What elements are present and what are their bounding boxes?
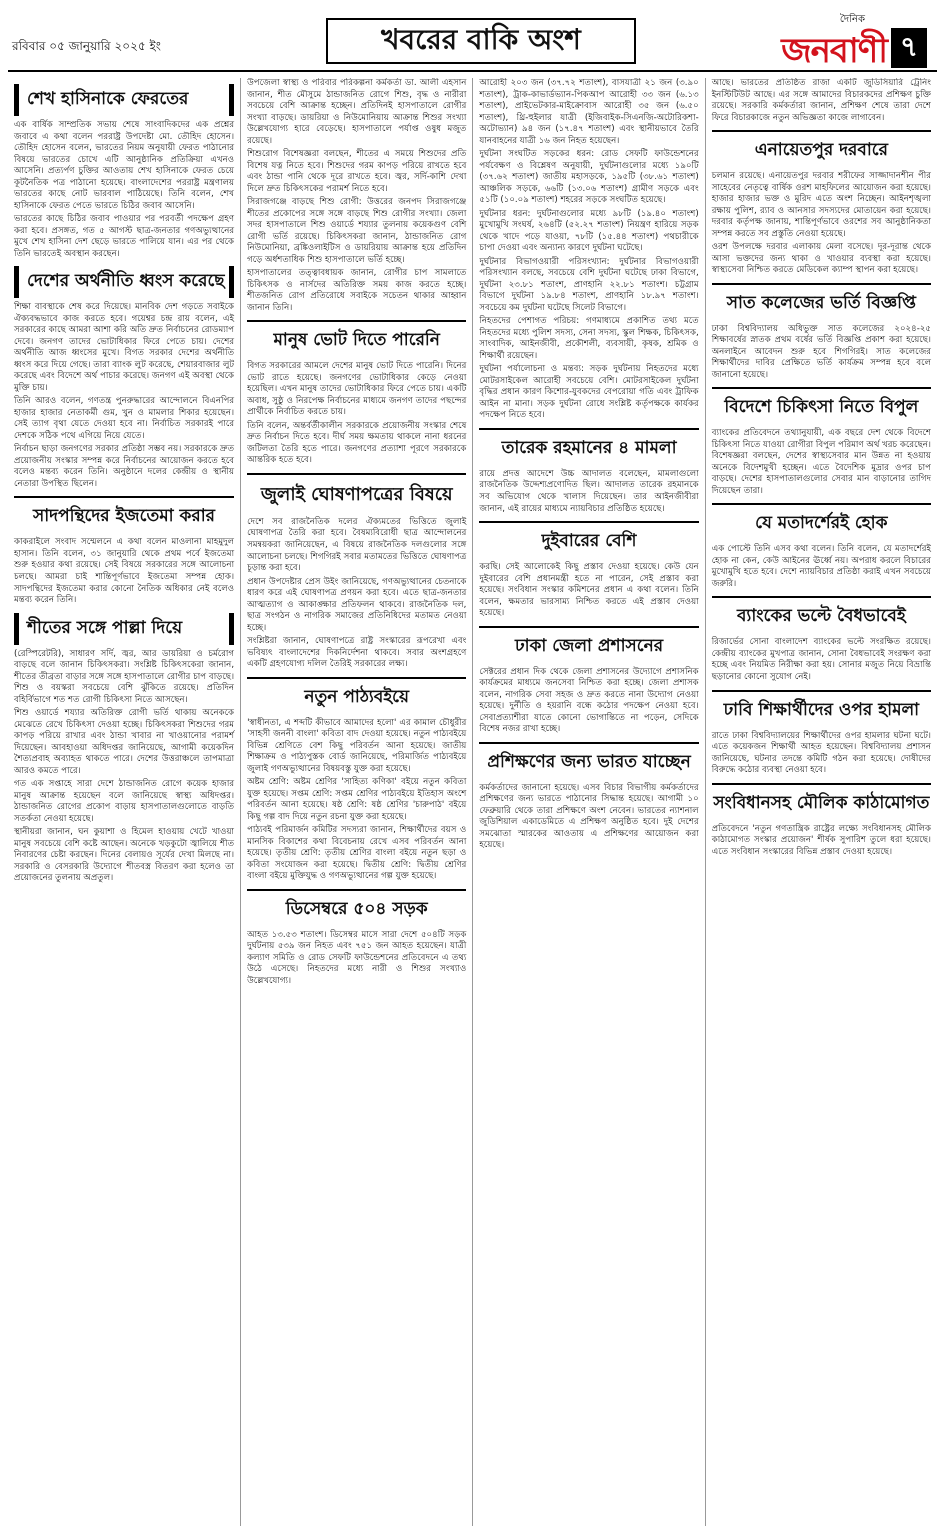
headline-dhaka-admin: ঢাকা জেলা প্রশাসনের xyxy=(479,626,698,663)
column-4 xyxy=(705,78,937,1526)
page-number: ৭ xyxy=(891,28,927,68)
headline-economy: দেশের অর্থনীতি ধ্বংস করেছে xyxy=(14,266,234,298)
headline-ideology: যে মতাদর্শেরই হোক xyxy=(712,503,931,540)
article-text: গত এক সপ্তাহে সারা দেশে ঠান্ডাজনিত রোগে কয়েক হাজার মানুষ আক্রান্ত হয়েছেন বলে জানিয়েছে স্বাস্থ্য অধিদপ্তর। ঠান্ডাজনিত রোগের প্রকোপ বাড়ায় হাসপাতালগুলোতে বাড়তি সতর্কতা নেওয়া হয়েছে। xyxy=(14,779,235,824)
headline-bank-vault: ব্যাংকের ভল্টে বৈধভাবেই xyxy=(712,596,931,633)
article-text: পাঠ্যবই পরিমার্জন কমিটির সদস্যরা জানান, শিক্ষার্থীদের বয়স ও মানসিক বিকাশের কথা বিবেচনায় রেখে এসব পরিবর্তন আনা হয়েছে। তৃতীয় শ্রেণি: তৃতীয় শ্রেণির বাংলা বইয়ে নতুন ছড়া ও কবিতা সংযোজন করা হয়েছে। দ্বিতীয় শ্রেণি: দ্বিতীয় শ্রেণির বাংলা বইয়ে মুক্তিযুদ্ধ ও গণঅভ্যুত্থানের গল্প যুক্ত হয়েছে। xyxy=(247,825,467,882)
article-text: সংশ্লিষ্টরা জানান, ঘোষণাপত্রে রাষ্ট্র সংস্কারের রূপরেখা এবং ভবিষ্যৎ বাংলাদেশের দিকনির্দেশনা থাকবে। সবার অংশগ্রহণে একটি গ্রহণযোগ্য দলিল তৈরিই সরকারের লক্ষ্য। xyxy=(247,636,467,670)
logo-name: জনবাণী xyxy=(781,31,887,71)
masthead xyxy=(8,10,937,72)
article-text: রিজার্ভের সোনা বাংলাদেশ ব্যাংকের ভল্টে সংরক্ষিত রয়েছে। কেন্দ্রীয় ব্যাংকের মুখপাত্র জানান, সোনা বৈধভাবেই সংরক্ষণ করা হচ্ছে এবং নিয়মিত নিরীক্ষা করা হয়। সোনার মজুত নিয়ে বিভ্রান্তি ছড়ানোর কোনো সুযোগ নেই। xyxy=(711,637,931,682)
logo-daily-label: দৈনিক xyxy=(839,14,865,25)
column-2 xyxy=(240,78,472,1526)
article-text: প্রতিবেদনে 'নতুন গণতান্ত্রিক রাষ্ট্রের লক্ষ্যে সংবিধানসহ মৌলিক কাঠামোগত সংস্কার প্রয়োজন' শীর্ষক সুপারিশ তুলে ধরা হয়েছে। এতে সংবিধান সংস্কারের বিভিন্ন প্রস্তাব দেওয়া হয়েছে। xyxy=(711,823,931,857)
headline-july-declaration: জুলাই ঘোষণাপত্রের বিষয়ে xyxy=(247,473,466,513)
article-text: সেক্টরের প্রধান দিক থেকে জেলা প্রশাসনের উদ্যোগে প্রশাসনিক কার্যক্রমের মাধ্যমে জনসেবা নিশ্চিত করা হচ্ছে। জেলা প্রশাসক বলেন, নাগরিক সেবা সহজ ও দ্রুত করতে নানা উদ্যোগ নেওয়া হয়েছে। দুর্নীতি ও হয়রানি বন্ধে কঠোর পদক্ষেপ নেওয়া হবে। সেবাপ্রত্যাশীরা যাতে কোনো ভোগান্তিতে না পড়েন, সেদিকে বিশেষ নজর রাখা হচ্ছে। xyxy=(479,666,699,735)
article-text: স্থানীয়রা জানান, ঘন কুয়াশা ও হিমেল হাওয়ায় খেটে খাওয়া মানুষ সবচেয়ে বেশি কষ্টে আছেন। অনেকে খড়কুটো জ্বালিয়ে শীত নিবারণের চেষ্টা করছেন। দিনের বেলায়ও সূর্যের দেখা মিলছে না। সরকারি ও বেসরকারি উদ্যোগে শীতবস্ত্র বিতরণ করা হলেও তা প্রয়োজনের তুলনায় অপ্রতুল। xyxy=(14,827,235,884)
article-text: অষ্টম শ্রেণি: অষ্টম শ্রেণির 'সাহিত্য কণিকা' বইয়ে নতুন কবিতা যুক্ত হয়েছে। সপ্তম শ্রেণি: সপ্তম শ্রেণির পাঠ্যবইয়ে ইতিহাস অংশে পরিবর্তন আনা হয়েছে। ষষ্ঠ শ্রেণি: ষষ্ঠ শ্রেণির 'চারুপাঠ' বইয়ে কিছু গল্প বাদ দিয়ে নতুন রচনা যুক্ত করা হয়েছে। xyxy=(247,777,467,822)
article-text: (রেস্পিরেটরি), সাধারণ সর্দি, জ্বর, আর ডায়রিয়া ও চর্মরোগ বাড়ছে বলে জানান চিকিৎসকরা। সংশ্লিষ্ট চিকিৎসকেরা জানান, শীতের তীব্রতা বাড়ার সঙ্গে সঙ্গে হাসপাতালে রোগীর চাপ বাড়ছে। শিশু ও বয়স্করা সবচেয়ে বেশি ঝুঁকিতে রয়েছে। প্রতিদিন বহির্বিভাগে শত শত রোগী চিকিৎসা নিতে আসছেন। xyxy=(14,648,235,705)
article-text: ঢাকা বিশ্ববিদ্যালয় অধিভুক্ত সাত কলেজের ২০২৪-২৫ শিক্ষাবর্ষের স্নাতক প্রথম বর্ষের ভর্তি বিজ্ঞপ্তি প্রকাশ করা হয়েছে। অনলাইনে আবেদন শুরু হবে শিগগিরই। সাত কলেজের শিক্ষার্থীদের দাবির প্রেক্ষিতে ভর্তি কার্যক্রম সম্পন্ন হবে বলে জানানো হয়েছে। xyxy=(711,323,931,380)
article-text: রায়ে প্রদত্ত আদেশে উচ্চ আদালত বলেছেন, মামলাগুলো রাজনৈতিক উদ্দেশ্যপ্রণোদিত ছিল। আদালত তারেক রহমানকে সব অভিযোগ থেকে খালাস দিয়েছেন। তার আইনজীবীরা জানান, এই রায়ের মাধ্যমে ন্যায়বিচার প্রতিষ্ঠিত হয়েছে। xyxy=(479,468,699,514)
article-columns xyxy=(8,78,937,1526)
headline-textbook: নতুন পাঠ্যবইয়ে xyxy=(247,677,466,714)
article-text: এক বার্ষিক সাম্প্রতিক সভায় শেষে সাংবাদিকদের এক প্রশ্নের জবাবে এ কথা বলেন পররাষ্ট্র উপদেষ্টা মো. তৌহিদ হোসেন। তৌহিদ হোসেন বলেন, ভারতের নিয়ম অনুযায়ী ফেরত পাঠানোর বিষয়ে ভারতের চোখে এটি আনুষ্ঠানিক প্রতিক্রিয়া এখনও আসেনি। প্রত্যর্পণ চুক্তির আওতায় শেখ হাসিনাকে ফেরত চেয়ে কূটনৈতিক পত্র পাঠানো হয়েছে। বাংলাদেশের পররাষ্ট্র মন্ত্রণালয় ভারতের কাছে নোট ভারবাল পাঠিয়েছে। তিনি বলেন, শেখ হাসিনাকে ফেরত পেতে ভারতে চিঠির জবাব আসেনি। xyxy=(14,120,235,211)
article-text: সিরাজগঞ্জে বাড়ছে শিশু রোগী: উত্তরের জনপদ সিরাজগঞ্জে শীতের প্রকোপের সঙ্গে সঙ্গে বাড়ছে শিশু রোগীর সংখ্যা। জেলা সদর হাসপাতালে শিশু ওয়ার্ডে শয্যার তুলনায় কয়েকগুণ বেশি রোগী ভর্তি রয়েছে। চিকিৎসকরা জানান, ঠান্ডাজনিত রোগ নিউমোনিয়া, ব্রঙ্কিওলাইটিস ও ডায়রিয়ায় আক্রান্ত হয়ে প্রতিদিন গড়ে অর্ধশতাধিক শিশু হাসপাতালে ভর্তি হচ্ছে। xyxy=(247,197,467,265)
headline-treatment-abroad: বিদেশে চিকিৎসা নিতে বিপুল xyxy=(712,387,931,424)
article-text: ভারতের কাছে চিঠির জবাব পাওয়ার পর পরবর্তী পদক্ষেপ গ্রহণ করা হবে। প্রসঙ্গত, গত ৫ আগস্ট ছাত্র-জনতার গণঅভ্যুত্থানের মুখে শেখ হাসিনা দেশ ছেড়ে ভারতে পালিয়ে যান। এর পর থেকে তিনি ভারতেই অবস্থান করছেন। xyxy=(14,214,235,259)
article-text: প্রধান উপদেষ্টার প্রেস উইং জানিয়েছে, গণঅভ্যুত্থানের চেতনাকে ধারণ করে এই ঘোষণাপত্র প্রণয়ন করা হবে। এতে ছাত্র-জনতার আত্মত্যাগ ও আকাঙ্ক্ষার প্রতিফলন থাকবে। রাজনৈতিক দল, ছাত্র সংগঠন ও নাগরিক সমাজের প্রতিনিধিদের মতামত নেওয়া হচ্ছে। xyxy=(247,576,467,633)
article-text: তিনি আরও বলেন, গণতন্ত্র পুনরুদ্ধারের আন্দোলনে বিএনপির হাজার হাজার নেতাকর্মী গুম, খুন ও মামলার শিকার হয়েছেন। সেই ত্যাগ বৃথা যেতে দেওয়া হবে না। নির্বাচিত সরকারই পারে দেশকে সঠিক পথে এগিয়ে নিয়ে যেতে। xyxy=(14,396,235,441)
headline-hasina-return: শেখ হাসিনাকে ফেরতের xyxy=(14,84,234,116)
newspaper-logo xyxy=(781,12,927,71)
article-text: চলমান রয়েছে। এনায়েতপুর দরবার শরীফের সাজ্জাদানশীন পীর সাহেবের নেতৃত্বে বার্ষিক ওরশ মাহফিলের আয়োজন করা হয়েছে। হাজার হাজার ভক্ত ও মুরিদ এতে অংশ নিচ্ছেন। আইনশৃঙ্খলা রক্ষায় পুলিশ, র‍্যাব ও আনসার সদস্যদের মোতায়েন করা হয়েছে। দরবার কর্তৃপক্ষ জানায়, শান্তিপূর্ণভাবে ওরশের সব আনুষ্ঠানিকতা সম্পন্ন করতে সব প্রস্তুতি নেওয়া হয়েছে। xyxy=(711,171,931,239)
article-text: শিশু ওয়ার্ডে শয্যার অতিরিক্ত রোগী ভর্তি থাকায় অনেককে মেঝেতে রেখে চিকিৎসা দেওয়া হচ্ছে। চিকিৎসকরা শিশুদের গরম কাপড় পরিয়ে রাখার এবং ঠান্ডা খাবার না খাওয়ানোর পরামর্শ দিয়েছেন। আবহাওয়া অধিদপ্তর জানিয়েছে, আগামী কয়েকদিন শৈত্যপ্রবাহ অব্যাহত থাকতে পারে। দেশের উত্তরাঞ্চলে তাপমাত্রা আরও কমতে পারে। xyxy=(14,708,235,776)
headline-enayetpur: এনায়েতপুর দরবারে xyxy=(712,130,931,167)
article-text: শিশুরোগ বিশেষজ্ঞরা বলছেন, শীতের এ সময়ে শিশুদের প্রতি বিশেষ যত্ন নিতে হবে। শিশুদের গরম কাপড় পরিয়ে রাখতে হবে এবং ঠান্ডা পানি থেকে দূরে রাখতে হবে। জ্বর, সর্দি-কাশি দেখা দিলে দ্রুত চিকিৎসকের পরামর্শ নিতে হবে। xyxy=(247,149,467,194)
article-text: দুর্ঘটনার বিভাগওয়ারী পরিসংখ্যান: দুর্ঘটনার বিভাগওয়ারী পরিসংখ্যান বলছে, সবচেয়ে বেশি দুর্ঘটনা ঘটেছে ঢাকা বিভাগে, দুর্ঘটনা ২৩.৮১ শতাংশ, প্রাণহানি ২২.৮১ শতাংশ। চট্টগ্রাম বিভাগে দুর্ঘটনা ১৯.৮৪ শতাংশ, প্রাণহানি ১৮.৯৭ শতাংশ। সবচেয়ে কম দুর্ঘটনা ঘটেছে সিলেট বিভাগে। xyxy=(479,256,699,313)
article-text: ওরশ উপলক্ষে দরবার এলাকায় মেলা বসেছে। দূর-দূরান্ত থেকে আসা ভক্তদের জন্য থাকা ও খাওয়ার ব্যবস্থা করা হয়েছে। স্বাস্থ্যসেবা নিশ্চিত করতে মেডিকেল ক্যাম্প স্থাপন করা হয়েছে। xyxy=(711,242,931,276)
article-text: রাতে ঢাকা বিশ্ববিদ্যালয়ের শিক্ষার্থীদের ওপর হামলার ঘটনা ঘটে। এতে কয়েকজন শিক্ষার্থী আহত হয়েছেন। বিশ্ববিদ্যালয় প্রশাসন জানিয়েছে, ঘটনার তদন্তে কমিটি গঠন করা হয়েছে। দোষীদের বিরুদ্ধে কঠোর ব্যবস্থা নেওয়া হবে। xyxy=(711,730,931,776)
article-text: শিক্ষা বাবস্থাকে শেষ করে দিয়েছে। মানবিক দেশ গড়তে সবাইকে ঐক্যবদ্ধভাবে কাজ করতে হবে। গয়েশ্বর চন্দ্র রায় বলেন, এই সরকারের কাছে আমরা আশা করি অতি দ্রুত নির্বাচনের রোডম্যাপ দেবে। জনগণ তাদের ভোটাধিকার ফিরে পেতে চায়। দেশের অর্থনীতি আজ ধ্বংসের মুখে। বিগত সরকার দেশের অর্থনীতি ধ্বংস করে দিয়ে গেছে। তারা ব্যাংক লুট করেছে, শেয়ারবাজার লুট করেছে এবং বিদেশে অর্থ পাচার করেছে। জনগণ এই অবস্থা থেকে মুক্তি চায়। xyxy=(14,302,235,393)
column-1 xyxy=(8,78,240,1526)
column-3 xyxy=(472,78,704,1526)
article-text: নির্বাচন ছাড়া জনগণের সরকার প্রতিষ্ঠা সম্ভব নয়। সরকারকে দ্রুত প্রয়োজনীয় সংস্কার সম্পন্ন করে নির্বাচনের আয়োজন করতে হবে বলেও মন্তব্য করেন তিনি। অনুষ্ঠানে দলের কেন্দ্রীয় ও স্থানীয় নেতারা উপস্থিত ছিলেন। xyxy=(14,444,235,489)
article-text: আছে। ভারতের প্রতিষ্ঠিত রাজা একটি জুডিসিয়ারি ট্রেনিং ইনস্টিটিউট আছে। এর সঙ্গে আমাদের বিচারকদের প্রশিক্ষণ চুক্তি রয়েছে। সরকারি কর্মকর্তারা জানান, প্রশিক্ষণ শেষে তারা দেশে ফিরে বিচারকাজে নতুন অভিজ্ঞতা কাজে লাগাবেন। xyxy=(711,78,931,123)
headline-vote: মানুষ ভোট দিতে পারেনি xyxy=(247,320,466,357)
article-text: 'স্বাধীনতা, এ শব্দটি কীভাবে আমাদের হলো' এর কামাল চৌধুরীর 'সাহসী জননী বাংলা' কবিতা বাদ দেওয়া হয়েছে। নতুন পাঠ্যবইয়ে বিভিন্ন শ্রেণিতে বেশ কিছু পরিবর্তন আনা হয়েছে। জাতীয় শিক্ষাক্রম ও পাঠ্যপুস্তক বোর্ড জানিয়েছে, পরিমার্জিত পাঠ্যবইয়ে জুলাই গণঅভ্যুত্থানের বিষয়বস্তু যুক্ত করা হয়েছে। xyxy=(247,717,467,774)
headline-training-india: প্রশিক্ষণের জন্য ভারত যাচ্ছেন xyxy=(479,742,698,779)
headline-winter: শীতের সঙ্গে পাল্লা দিয়ে xyxy=(14,613,234,645)
article-text: কর্মকর্তাদের জানানো হয়েছে। এসব বিচার বিভাগীয় কর্মকর্তাদের প্রশিক্ষণের জন্য ভারতে পাঠানোর সিদ্ধান্ত হয়েছে। আগামী ১০ ফেব্রুয়ারি থেকে তারা প্রশিক্ষণে অংশ নেবেন। ভারতের ন্যাশনাল জুডিশিয়াল একাডেমিতে এ প্রশিক্ষণ অনুষ্ঠিত হবে। দুই দেশের সমঝোতা স্মারকের আওতায় এ প্রশিক্ষণের আয়োজন করা হয়েছে। xyxy=(479,782,699,851)
article-text: নিহতদের পেশাগত পরিচয়: গণমাধ্যমে প্রকাশিত তথ্য মতে নিহতদের মধ্যে পুলিশ সদস্য, সেনা সদস্য, স্কুল শিক্ষক, চিকিৎসক, সাংবাদিক, আইনজীবী, প্রকৌশলী, ব্যবসায়ী, কৃষক, শ্রমিক ও শিক্ষার্থী রয়েছেন। xyxy=(479,316,699,361)
article-text: ব্যাংকের প্রতিবেদনে তথ্যানুযায়ী, এক বছরে দেশ থেকে বিদেশে চিকিৎসা নিতে যাওয়া রোগীরা বিপুল পরিমাণ অর্থ খরচ করেছেন। বিশেষজ্ঞরা বলছেন, দেশের স্বাস্থ্যসেবার মান উন্নত না হওয়ায় অনেকে বিদেশমুখী হচ্ছেন। এতে বৈদেশিক মুদ্রার ওপর চাপ বাড়ছে। দেশের হাসপাতালগুলোর সেবার মান বাড়ানোর তাগিদ দিয়েছেন তারা। xyxy=(711,428,931,496)
article-text: দুর্ঘটনা পর্যালোচনা ও মন্তব্য: সড়ক দুর্ঘটনায় নিহতদের মধ্যে মোটরসাইকেল আরোহী সবচেয়ে বেশি। মোটরসাইকেল দুর্ঘটনা বৃদ্ধির প্রধান কারণ কিশোর-যুবকদের বেপরোয়া গতি এবং ট্রাফিক আইন না মানা। সড়ক দুর্ঘটনা রোধে সংশ্লিষ্ট কর্তৃপক্ষকে কার্যকর পদক্ষেপ নিতে হবে। xyxy=(479,364,699,421)
headline-du-attack: ঢাবি শিক্ষার্থীদের ওপর হামলা xyxy=(712,690,931,727)
issue-date: রবিবার ০৫ জানুয়ারি ২০২৫ ইং xyxy=(12,39,161,53)
headline-road-accidents: ডিসেম্বরে ৫০৪ সড়ক xyxy=(247,889,466,926)
article-text: তিনি বলেন, অন্তর্বর্তীকালীন সরকারকে প্রয়োজনীয় সংস্কার শেষে দ্রুত নির্বাচন দিতে হবে। দীর্ঘ সময় ক্ষমতায় থাকলে নানা ধরনের জটিলতা তৈরি হতে পারে। জনগণের প্রত্যাশা পূরণে সরকারকে আন্তরিক হতে হবে। xyxy=(247,420,467,466)
headline-ijtema: সাদপন্থিদের ইজতেমা করার xyxy=(14,496,234,533)
article-text: এক পোস্টে তিনি এসব কথা বলেন। তিনি বলেন, যে মতাদর্শেরই হোক না কেন, কেউ আইনের ঊর্ধ্বে নয়। অপরাধ করলে বিচারের মুখোমুখি হতে হবে। দেশে ন্যায়বিচার প্রতিষ্ঠা করাই এখন সবচেয়ে জরুরি। xyxy=(711,544,931,589)
article-text: দুর্ঘটনার ধরন: দুর্ঘটনাগুলোর মধ্যে ৯৮টি (১৯.৪০ শতাংশ) মুখোমুখি সংঘর্ষ, ২৬৪টি (৫২.২৭ শতাংশ) নিয়ন্ত্রণ হারিয়ে সড়ক থেকে খাদে পড়ে যাওয়া, ৭৮টি (১৫.৪৪ শতাংশ) পথচারীকে চাপা দেওয়া এবং অন্যান্য কারণে দুর্ঘটনা ঘটেছে। xyxy=(479,208,699,254)
article-text: করছি। সেই আলোকেই কিছু প্রস্তাব দেওয়া হয়েছে। কেউ যেন দুইবারের বেশি প্রধানমন্ত্রী হতে না পারেন, সেই প্রস্তাব করা হয়েছে। সংবিধান সংস্কার কমিশনের প্রধান এ কথা বলেন। তিনি বলেন, ক্ষমতার ভারসাম্য নিশ্চিত করতে এই প্রস্তাব দেওয়া হয়েছে। xyxy=(479,562,699,619)
article-text: বিগত সরকারের আমলে দেশের মানুষ ভোট দিতে পারেনি। দিনের ভোট রাতে হয়েছে। জনগণের ভোটাধিকার কেড়ে নেওয়া হয়েছিল। এখন মানুষ তাদের ভোটাধিকার ফিরে পেতে চায়। একটি অবাধ, সুষ্ঠু ও নিরপেক্ষ নির্বাচনের মাধ্যমে জনগণ তাদের পছন্দের প্রার্থীকে নির্বাচিত করতে চায়। xyxy=(247,361,467,418)
article-text: আহত ১৩.৫৩ শতাংশ। ডিসেম্বর মাসে সারা দেশে ৫০৪টি সড়ক দুর্ঘটনায় ৫৩৯ জন নিহত এবং ৭৫১ জন আহত হয়েছেন। যাত্রী কল্যাণ সমিতি ও রোড সেফটি ফাউন্ডেশনের প্রতিবেদনে এ তথ্য উঠে এসেছে। নিহতদের মধ্যে নারী ও শিশুর সংখ্যাও উল্লেখযোগ্য। xyxy=(247,929,467,986)
article-text: হাসপাতালের তত্ত্বাবধায়ক জানান, রোগীর চাপ সামলাতে চিকিৎসক ও নার্সদের অতিরিক্ত সময় কাজ করতে হচ্ছে। শীতজনিত রোগ প্রতিরোধে সবাইকে সচেতন থাকার আহ্বান জানান তিনি। xyxy=(247,268,467,313)
article-text: আরোহী ২০৩ জন (৩৭.৭২ শতাংশ), বাসযাত্রী ২১ জন (৩.৯০ শতাংশ), ট্রাক-কাভার্ডভ্যান-পিকআপ আরোহী ৩৩ জন (৬.১৩ শতাংশ), প্রাইভেটকার-মাইক্রোবাস আরোহী ৩৫ জন (৬.৫০ শতাংশ), থ্রি-হুইলার যাত্রী (ইজিবাইক-সিএনজি-অটোরিকশা-অটোভ্যান) ৯৪ জন (১৭.৪৭ শতাংশ) এবং স্থানীয়ভাবে তৈরি যানবাহনের যাত্রী ১৬ জন নিহত হয়েছেন। xyxy=(479,78,699,146)
article-text: দেশে সব রাজনৈতিক দলের ঐক্যমতের ভিত্তিতে জুলাই ঘোষণাপত্র তৈরি করা হবে। বৈষম্যবিরোধী ছাত্র আন্দোলনের সমন্বয়করা জানিয়েছেন, এ বিষয়ে রাজনৈতিক দলগুলোর সঙ্গে আলোচনা চলছে। শিগগিরই সবার মতামতের ভিত্তিতে ঘোষণাপত্র চূড়ান্ত করা হবে। xyxy=(247,516,467,574)
article-text: উপজেলা স্বাস্থ্য ও পরিবার পরিকল্পনা কর্মকর্তা ডা. আলী এহসান জানান, শীত মৌসুমে ঠান্ডাজনিত রোগে শিশু, বৃদ্ধ ও নারীরা সবচেয়ে বেশি আক্রান্ত হচ্ছেন। প্রতিদিনই হাসপাতালে রোগীর সংখ্যা বাড়ছে। ডায়রিয়া ও নিউমোনিয়ায় আক্রান্ত শিশুর সংখ্যা উল্লেখযোগ্য হারে বেড়েছে। হাসপাতালে পর্যাপ্ত ওষুধ মজুত রয়েছে। xyxy=(247,78,467,146)
headline-constitution: সংবিধানসহ মৌলিক কাঠামোগত xyxy=(712,783,931,820)
headline-two-terms: দুইবারের বেশি xyxy=(479,521,698,558)
headline-tarek-cases: তারেক রহমানের ৪ মামলা xyxy=(479,428,698,465)
section-title: খবরের বাকি অংশ xyxy=(326,18,636,64)
headline-seven-colleges: সাত কলেজের ভর্তি বিজ্ঞপ্তি xyxy=(712,283,931,320)
article-text: কাকরাইলে সংবাদ সম্মেলনে এ কথা বলেন মাওলানা মাহমুদুল হাসান। তিনি বলেন, ৩১ জানুয়ারি থেকে প্রথম পর্বে ইজতেমা শুরু হওয়ার কথা রয়েছে। সেই বিষয়ে সরকারের সঙ্গে আলোচনা চলছে। আমরা চাই শান্তিপূর্ণভাবে ইজতেমা সম্পন্ন হোক। সাদপন্থিদের ইজতেমা করার কোনো নৈতিক অধিকার নেই বলেও মন্তব্য করেন তিনি। xyxy=(14,537,235,606)
article-text: দুর্ঘটনা সংঘটিত সড়কের ধরন: রোড সেফটি ফাউন্ডেশনের পর্যবেক্ষণ ও বিশ্লেষণ অনুযায়ী, দুর্ঘটনাগুলোর মধ্যে ১৯০টি (৩৭.৬২ শতাংশ) জাতীয় মহাসড়কে, ১৯৫টি (৩৮.৬১ শতাংশ) আঞ্চলিক সড়কে, ৬৬টি (১৩.০৬ শতাংশ) গ্রামীণ সড়কে এবং ৫১টি (১০.০৯ শতাংশ) শহরের সড়কে সংঘটিত হয়েছে। xyxy=(479,149,699,206)
